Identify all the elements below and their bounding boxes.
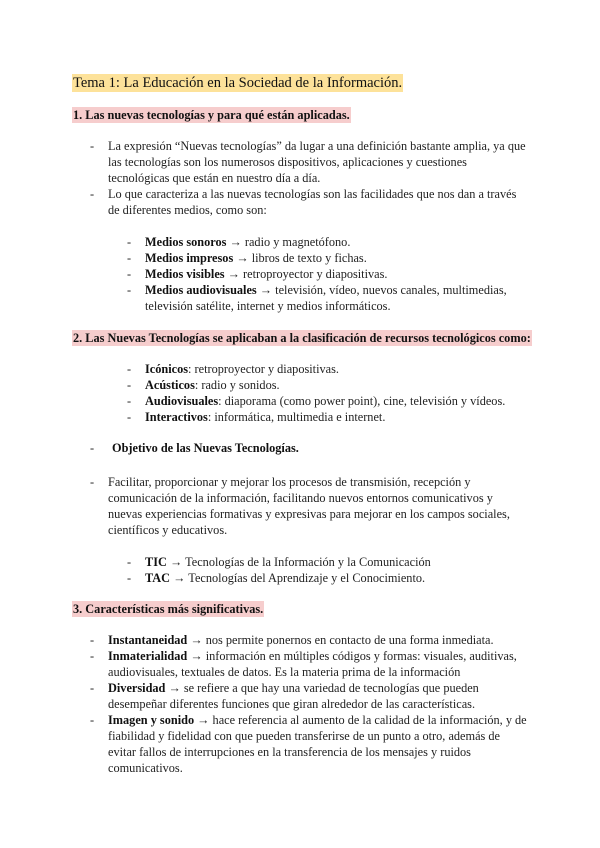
dash: - bbox=[90, 633, 95, 647]
dash: - bbox=[127, 362, 132, 376]
section-1-bullets bbox=[90, 138, 530, 218]
section-3-heading: 3. Características más significativas. bbox=[73, 602, 264, 616]
item-text: Facilitar, proporcionar y mejorar los procesos de transmisión, recepción y comunicación de la información, facilitando nuevos entornos comunicativos y nuevas experiencias formativas y expresivas para mejorar en los campos sociales, científicos y educativos. bbox=[108, 475, 510, 537]
resources-list bbox=[127, 361, 530, 425]
item-term: TIC bbox=[145, 555, 167, 569]
dash: - bbox=[127, 235, 132, 249]
list-item bbox=[127, 282, 530, 314]
list-item bbox=[90, 474, 530, 538]
dash: - bbox=[127, 251, 132, 265]
item-term: Medios sonoros bbox=[145, 235, 227, 249]
objective-heading: Objetivo de las Nuevas Tecnologías. bbox=[112, 441, 299, 455]
item-term: Medios audiovisuales bbox=[145, 283, 257, 297]
item-text: → retroproyector y diapositivas. bbox=[224, 267, 388, 281]
dash: - bbox=[90, 681, 95, 695]
dash: - bbox=[90, 441, 95, 455]
item-text: → libros de texto y fichas. bbox=[233, 251, 367, 265]
dash: - bbox=[127, 555, 132, 569]
item-text: → radio y magnetófono. bbox=[226, 235, 351, 249]
document-title: Tema 1: La Educación en la Sociedad de la Información. bbox=[73, 75, 403, 91]
list-item bbox=[127, 554, 530, 570]
objective-list bbox=[90, 474, 530, 538]
list-item bbox=[127, 361, 530, 377]
item-text: La expresión “Nuevas tecnologías” da lugar a una definición bastante amplia, ya que las tecnologías son los numerosos dispositivos, aplicaciones y cuestiones tecnológicas que están en nuestro día a día. bbox=[108, 139, 526, 185]
item-text: : retroproyector y diapositivas. bbox=[188, 362, 339, 376]
item-term: Inmaterialidad bbox=[108, 649, 188, 663]
section-1-heading: 1. Las nuevas tecnologías y para qué están aplicadas. bbox=[73, 108, 350, 122]
list-item bbox=[127, 377, 530, 393]
dash: - bbox=[90, 649, 95, 663]
dash: - bbox=[127, 283, 132, 297]
list-item bbox=[127, 393, 530, 409]
list-item bbox=[127, 250, 530, 266]
item-term: Interactivos bbox=[145, 410, 208, 424]
list-item bbox=[90, 138, 530, 186]
list-item bbox=[90, 712, 530, 776]
dash: - bbox=[127, 394, 132, 408]
item-term: TAC bbox=[145, 571, 171, 585]
dash: - bbox=[90, 475, 95, 489]
item-term: Diversidad bbox=[108, 681, 166, 695]
item-term: Acústicos bbox=[145, 378, 195, 392]
medios-list bbox=[127, 234, 530, 314]
list-item bbox=[127, 409, 530, 425]
list-item bbox=[90, 680, 530, 712]
section-2-heading: 2. Las Nuevas Tecnologías se aplicaban a la clasificación de recursos tecnológicos como: bbox=[73, 331, 531, 345]
item-text: → se refiere a que hay una variedad de tecnologías que pueden desempeñar diferentes funciones que giran alrededor de las características. bbox=[108, 681, 479, 711]
list-item bbox=[127, 266, 530, 282]
item-text: Lo que caracteriza a las nuevas tecnologías son las facilidades que nos dan a través de diferentes medios, como son: bbox=[108, 187, 517, 217]
item-term: Icónicos bbox=[145, 362, 189, 376]
item-text: : diaporama (como power point), cine, televisión y vídeos. bbox=[218, 394, 506, 408]
item-term: Medios visibles bbox=[145, 267, 225, 281]
dash: - bbox=[90, 187, 95, 201]
item-text: → nos permite ponernos en contacto de una forma inmediata. bbox=[187, 633, 494, 647]
dash: - bbox=[90, 139, 95, 153]
item-text: → televisión, vídeo, nuevos canales, multimedias, televisión satélite, internet y medios informáticos. bbox=[145, 283, 507, 313]
list-item bbox=[90, 648, 530, 680]
item-text: → Tecnologías del Aprendizaje y el Conocimiento. bbox=[170, 571, 426, 585]
dash: - bbox=[127, 378, 132, 392]
list-item bbox=[127, 234, 530, 250]
dash: - bbox=[127, 571, 132, 585]
dash: - bbox=[90, 713, 95, 727]
list-item bbox=[127, 570, 530, 586]
item-term: Audiovisuales bbox=[145, 394, 219, 408]
objective-heading-list bbox=[90, 440, 534, 456]
list-item bbox=[90, 440, 534, 456]
list-item bbox=[90, 632, 530, 648]
list-item bbox=[90, 186, 530, 218]
item-text: → información en múltiples códigos y formas: visuales, auditivas, audiovisuales, textuales de datos. Es la materia prima de la información bbox=[108, 649, 517, 679]
item-term: Instantaneidad bbox=[108, 633, 188, 647]
item-term: Medios impresos bbox=[145, 251, 234, 265]
item-text: → hace referencia al aumento de la calidad de la información, y de fiabilidad y fidelidad con que pueden transferirse de un punto a otro, además de evitar fallos de interrupciones en la transferencia de los mensajes y ruidos comunicativos. bbox=[108, 713, 527, 775]
item-text: : radio y sonidos. bbox=[194, 378, 280, 392]
characteristics-list bbox=[90, 632, 530, 776]
item-term: Imagen y sonido bbox=[108, 713, 195, 727]
dash: - bbox=[127, 410, 132, 424]
acronyms-list bbox=[127, 554, 530, 586]
item-text: : informática, multimedia e internet. bbox=[207, 410, 386, 424]
dash: - bbox=[127, 267, 132, 281]
item-text: → Tecnologías de la Información y la Comunicación bbox=[166, 555, 431, 569]
